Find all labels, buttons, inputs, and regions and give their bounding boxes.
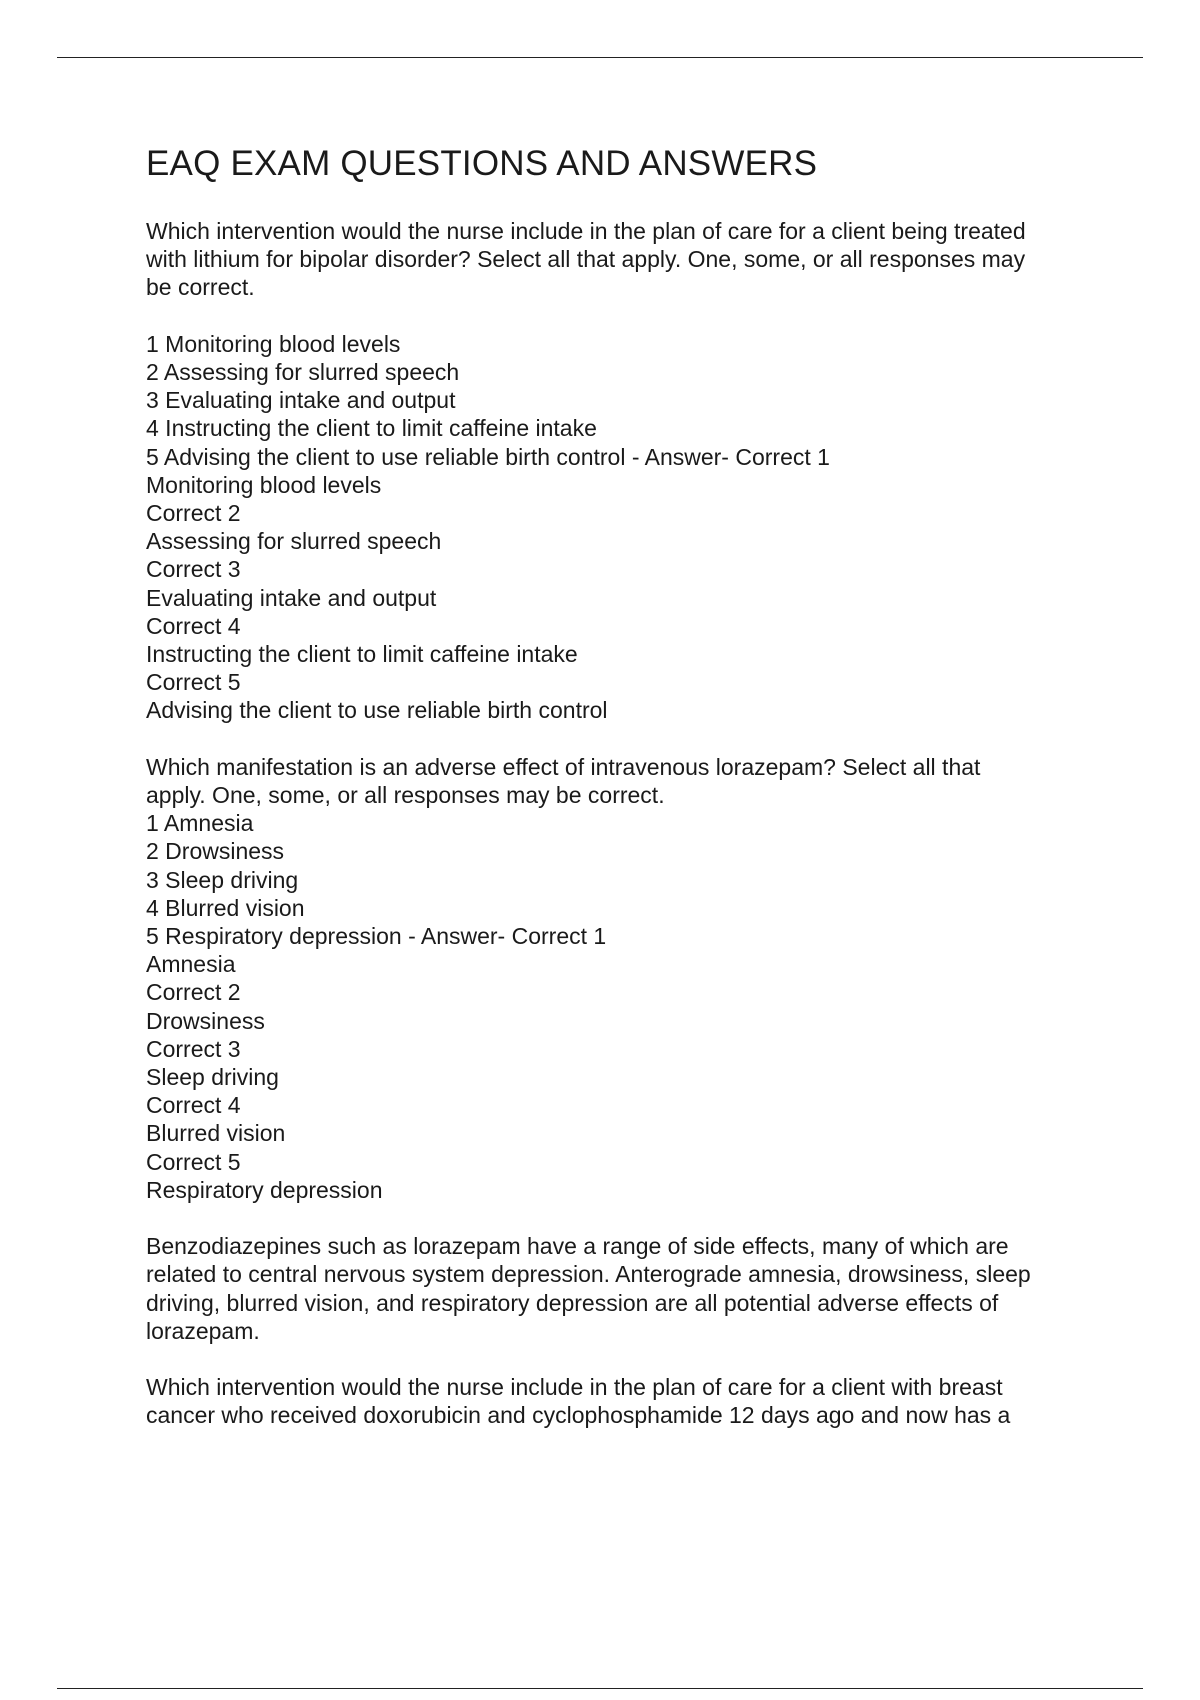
stem-line: Which intervention would the nurse include in the plan of care for a client with breast: [146, 1374, 1003, 1401]
option-line: 2 Assessing for slurred speech: [146, 359, 460, 385]
rationale-line: Benzodiazepines such as lorazepam have a range of side effects, many of which are: [146, 1233, 1009, 1260]
stem-line: Which manifestation is an adverse effect of intravenous lorazepam? Select all that: [146, 753, 981, 780]
answer-line: Correct 4: [146, 612, 241, 639]
answer-line: Instructing the client to limit caffeine intake: [146, 641, 578, 668]
answer-line: Blurred vision: [146, 1120, 286, 1147]
option-line: 1 Monitoring blood levels: [146, 330, 401, 357]
rationale-line: driving, blurred vision, and respiratory depression are all potential adverse effects of: [146, 1289, 999, 1316]
answer-line: Correct 5: [146, 669, 241, 696]
stem-line: apply. One, some, or all responses may be correct.: [146, 782, 665, 809]
option-line: 5 Respiratory depression - Answer- Correct 1: [146, 923, 607, 950]
document-title: EAQ EXAM QUESTIONS AND ANSWERS: [146, 144, 818, 183]
question-3: [146, 1373, 1086, 1429]
question-1-options-answers: [146, 330, 1086, 725]
answer-line: Monitoring blood levels: [146, 471, 382, 498]
rationale-line: lorazepam.: [146, 1317, 260, 1344]
stem-line: be correct.: [146, 274, 255, 301]
answer-line: Correct 2: [146, 500, 241, 527]
answer-line: Sleep driving: [146, 1064, 279, 1091]
answer-line: Advising the client to use reliable birth control: [146, 697, 608, 724]
answer-line: Drowsiness: [146, 1007, 265, 1034]
answer-line: Evaluating intake and output: [146, 584, 437, 611]
page-content: [146, 140, 1086, 1430]
option-line: 5 Advising the client to use reliable birth control - Answer- Correct 1: [146, 443, 830, 470]
answer-line: Amnesia: [146, 951, 236, 978]
option-line: 1 Amnesia: [146, 810, 254, 837]
rationale-line: related to central nervous system depression. Anterograde amnesia, drowsiness, sleep: [146, 1261, 1031, 1288]
option-line: 3 Sleep driving: [146, 866, 299, 893]
question-2: [146, 753, 1086, 1345]
answer-line: Correct 3: [146, 556, 241, 583]
option-line: 4 Instructing the client to limit caffeine intake: [146, 415, 597, 442]
question-1: [146, 217, 1086, 725]
option-line: 4 Blurred vision: [146, 894, 305, 921]
top-rule: [57, 57, 1143, 58]
answer-line: Correct 5: [146, 1148, 241, 1175]
question-2-rationale: [146, 1232, 1086, 1345]
stem-line: cancer who received doxorubicin and cyclophosphamide 12 days ago and now has a: [146, 1402, 1011, 1429]
stem-line: Which intervention would the nurse include in the plan of care for a client being treated: [146, 218, 1026, 244]
answer-line: Respiratory depression: [146, 1176, 383, 1203]
bottom-rule: [57, 1688, 1143, 1689]
option-line: 2 Drowsiness: [146, 838, 285, 865]
answer-line: Correct 3: [146, 1035, 241, 1062]
question-1-stem: [146, 217, 1086, 302]
answer-line: Correct 4: [146, 1092, 241, 1119]
stem-line: with lithium for bipolar disorder? Select all that apply. One, some, or all responses may: [146, 246, 1026, 273]
answer-line: Assessing for slurred speech: [146, 528, 442, 555]
option-line: 3 Evaluating intake and output: [146, 387, 456, 414]
answer-line: Correct 2: [146, 979, 241, 1006]
